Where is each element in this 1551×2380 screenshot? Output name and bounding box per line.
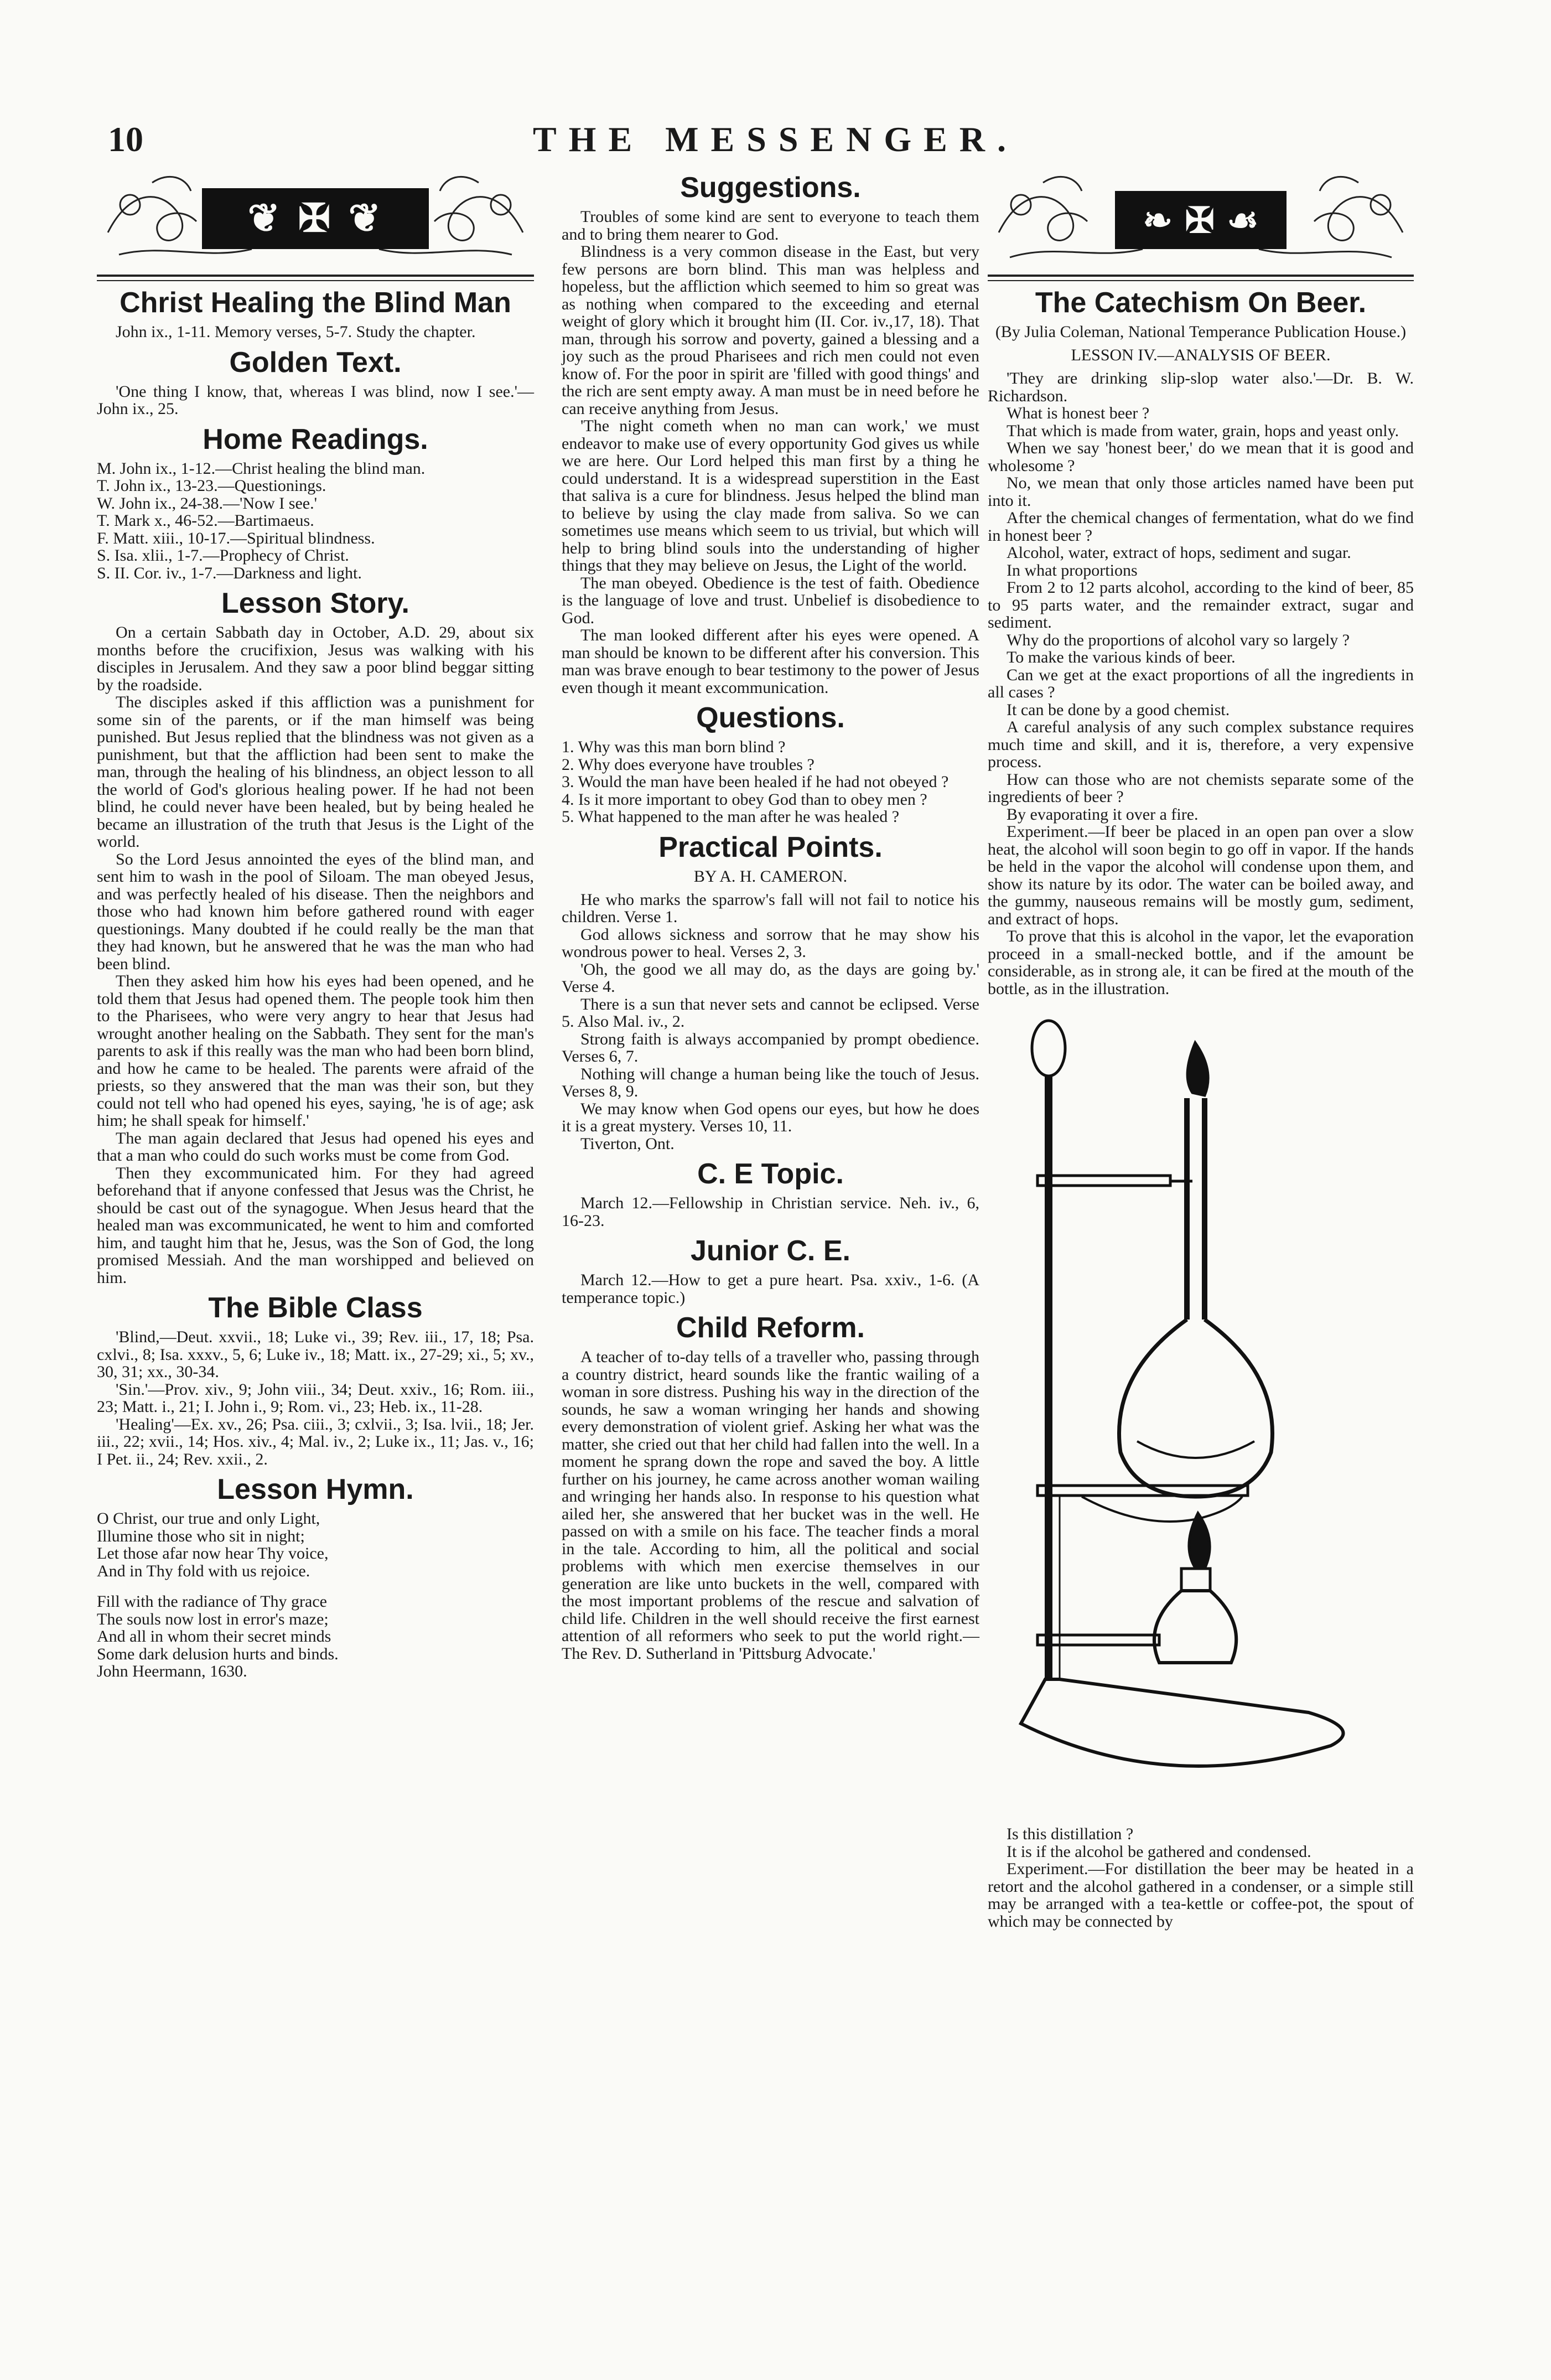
column-middle bbox=[562, 166, 979, 1662]
paragraph: A careful analysis of any such complex substance requires much time and skill, and it is, therefore, a very expensive process. bbox=[988, 718, 1414, 771]
lesson-reference: John ix., 1-11. Memory verses, 5-7. Study the chapter. bbox=[116, 323, 476, 341]
list-item: 1. Why was this man born blind ? bbox=[562, 738, 786, 756]
list-item: F. Matt. xiii., 10-17.—Spiritual blindness. bbox=[97, 529, 375, 547]
junior-ce-heading: Junior C. E. bbox=[691, 1235, 850, 1267]
paragraph: So the Lord Jesus annointed the eyes of the blind man, and sent him to wash in the pool of Siloam. The man obeyed Jesus, and was perfectly healed of his disease. Then the neighbors and those who had known him before gathered round with eager questionings. Many doubted if he could really be the man that they had known, but he answered that he was the man who had been blind. bbox=[97, 850, 534, 973]
paragraph: From 2 to 12 parts alcohol, according to the kind of beer, 85 to 95 parts water, and the remainder extract, sugar and sediment. bbox=[988, 578, 1414, 632]
hymn-line: Some dark delusion hurts and binds. bbox=[97, 1644, 339, 1663]
paragraph: Blindness is a very common disease in the East, but very few persons are born blind. This man was helpless and hopeless, but the affliction which seemed to him so great was as nothing when compared to the exceeding and eternal weight of glory which it brought him (II. Cor. iv.,17, 18). That man, through his sorrow and poverty, gained a blessing and a joy such as the proud Pharisees and rich men could not even know of. For the poor in spirit are 'filled with good things' and the rich are sent empty away. A man must be in need before he can receive anything from Jesus. bbox=[562, 242, 979, 418]
hymn-line: The souls now lost in error's maze; bbox=[97, 1610, 329, 1628]
paragraph: 'The night cometh when no man can work,' we must endeavor to make use of every opportunity God gives us while we are here. Our Lord helped this man first by a thing he could understand. It is a widespread superstition in the East that saliva is a cure for blindness. Jesus helped the blind man to believe by using the clay made from saliva. So we can sometimes use means which seem to us trivial, but which will help to bring blind souls into the understanding of higher things that they may believe on Jesus, the Light of the world. bbox=[562, 417, 979, 575]
paragraph: No, we mean that only those articles named have been put into it. bbox=[988, 474, 1414, 510]
hymn-line: Fill with the radiance of Thy grace bbox=[97, 1592, 327, 1611]
paragraph: 'Sin.'—Prov. xiv., 9; John viii., 34; Deut. xxiv., 16; Rom. iii., 23; Matt. i., 21; I. John i., 9; Rom. vi., 23; Heb. ix., 11-28. bbox=[97, 1380, 534, 1416]
paragraph: The man looked different after his eyes were opened. A man should be known to be different after his conversion. This man was brave enough to bear testimony to the power of Jesus even though it meant excommunication. bbox=[562, 626, 979, 697]
dateline: Tiverton, Ont. bbox=[580, 1134, 675, 1153]
paragraph: Can we get at the exact proportions of all the ingredients in all cases ? bbox=[988, 665, 1414, 701]
paragraph: 'Oh, the good we all may do, as the days are going by.' Verse 4. bbox=[562, 960, 979, 996]
paragraph: Why do the proportions of alcohol vary so largely ? bbox=[1007, 630, 1350, 649]
home-readings-list bbox=[97, 460, 534, 582]
paragraph: Experiment.—If beer be placed in an open pan over a slow heat, the alcohol will soon begin to go off in vapor. If the hands be held in the vapor the alcohol will condense upon them, and show its nature by its odor. The water can be boiled away, and the gummy, nauseous remains will be mostly gum, sediment, and extract of hops. bbox=[988, 822, 1414, 928]
list-item: M. John ix., 1-12.—Christ healing the blind man. bbox=[97, 459, 426, 478]
paragraph: That which is made from water, grain, hops and yeast only. bbox=[1007, 421, 1399, 440]
paragraph: March 12.—Fellowship in Christian service. Neh. iv., 6, 16-23. bbox=[562, 1194, 979, 1230]
questions-list bbox=[562, 738, 979, 826]
sunday-school-ornament-icon bbox=[97, 166, 534, 271]
paragraph: After the chemical changes of fermentation, what do we find in honest beer ? bbox=[988, 509, 1414, 545]
byline: (By Julia Coleman, National Temperance Publication House.) bbox=[995, 323, 1407, 341]
hymn-line: Illumine those who sit in night; bbox=[97, 1527, 305, 1545]
ce-topic-heading: C. E Topic. bbox=[697, 1158, 844, 1190]
hymn-author: John Heermann, 1630. bbox=[97, 1662, 247, 1680]
paragraph: The man again declared that Jesus had opened his eyes and that a man who could do such works must be come from God. bbox=[97, 1129, 534, 1165]
catechism-title: The Catechism On Beer. bbox=[1035, 287, 1367, 319]
home-readings-heading: Home Readings. bbox=[203, 423, 428, 456]
paragraph: 'Healing'—Ex. xv., 26; Psa. ciii., 3; cxlvii., 3; Isa. lvii., 18; Jer. iii., 22; xvii., 14; Hos. xiv., 4; Mal. iv., 2; Luke ix., 11; Jas. v., 16; I Pet. ii., 24; Rev. xxii., 2. bbox=[97, 1415, 534, 1468]
paragraph: March 12.—How to get a pure heart. Psa. xxiv., 1-6. (A temperance topic.) bbox=[562, 1271, 979, 1307]
paragraph: There is a sun that never sets and cannot be eclipsed. Verse 5. Also Mal. iv., 2. bbox=[562, 995, 979, 1031]
byline: BY A. H. CAMERON. bbox=[693, 867, 848, 886]
list-item: S. Isa. xlii., 1-7.—Prophecy of Christ. bbox=[97, 546, 349, 565]
paragraph: On a certain Sabbath day in October, A.D. 29, about six months before the crucifixion, Jesus was walking with his disciples in Jerusalem. And they saw a poor blind beggar sitting by the roadside. bbox=[97, 623, 534, 694]
paragraph: When we say 'honest beer,' do we mean that it is good and wholesome ? bbox=[988, 439, 1414, 475]
golden-text-heading: Golden Text. bbox=[229, 346, 402, 379]
suggestions-heading: Suggestions. bbox=[680, 172, 861, 204]
paragraph: 'Blind,—Deut. xxvii., 18; Luke vi., 39; Rev. iii., 17, 18; Psa. cxlvi., 8; Isa. xxxv., 5, 6; Luke iv., 18; Matt. ix., 27-29; xi., 5; xv., 30, 31; xx., 30-34. bbox=[97, 1328, 534, 1381]
paragraph: Then they asked him how his eyes had been opened, and he told them that Jesus had opened them. The people took him then to the Pharisees, who were very angry to hear that Jesus had wrought another healing on the Sabbath. They sent for the man's parents to ask if this really was the man who had been born blind, and how he came to be healed. The parents were afraid of the priests, so they answered that the man was their son, but they could not tell who had opened his eyes, saying, 'he is of age; ask him; he shall speak for himself.' bbox=[97, 972, 534, 1130]
list-item: W. John ix., 24-38.—'Now I see.' bbox=[97, 494, 317, 513]
paragraph: Experiment.—For distillation the beer may be heated in a retort and the alcohol gathered in a condenser, or a simple still may be arranged with a tea-kettle or coffee-pot, the spout of which may be connected by bbox=[988, 1860, 1414, 1931]
hymn-line: Let those afar now hear Thy voice, bbox=[97, 1544, 329, 1562]
hymn-line: And in Thy fold with us rejoice. bbox=[97, 1561, 310, 1580]
svg-text:❦ ✠ ❦: ❦ ✠ ❦ bbox=[247, 195, 383, 241]
paragraph: He who marks the sparrow's fall will not fail to notice his children. Verse 1. bbox=[562, 890, 979, 926]
paragraph: Strong faith is always accompanied by prompt obedience. Verses 6, 7. bbox=[562, 1029, 979, 1065]
paragraph: It is if the alcohol be gathered and condensed. bbox=[1007, 1842, 1311, 1861]
divider bbox=[97, 275, 534, 281]
bible-class-heading: The Bible Class bbox=[208, 1292, 423, 1324]
page-number: 10 bbox=[108, 120, 143, 159]
hymn-line: And all in whom their secret minds bbox=[97, 1627, 331, 1646]
paragraph: By evaporating it over a fire. bbox=[1007, 805, 1199, 824]
paragraph: It can be done by a good chemist. bbox=[1007, 700, 1230, 719]
paragraph: To prove that this is alcohol in the vapor, let the evaporation proceed in a small-necked bottle, and if the amount be considerable, as in strong ale, it can be fired at the mouth of the bottle, as in the illustration. bbox=[988, 927, 1414, 998]
paragraph: The disciples asked if this affliction was a punishment for some sin of the parents, or if the man himself was being punished. But Jesus replied that the blindness was not given as a punishment, but that the affliction had been sent to make the man, through the healing of his blindness, an object lesson to all the world of God's glorious healing power. If he had not been blind, he could never have been healed, but by being healed he became an illustration of the truth that Jesus is the Light of the world. bbox=[97, 693, 534, 851]
paragraph: Then they excommunicated him. For they had agreed beforehand that if anyone confessed that Jesus was the Christ, he should be cast out of the synagogue. When Jesus heard that the healed man was excommunicated, he went to him and comforted him, and taught him that he, Jesus, was the Son of God, the long promised Messiah. And the man worshipped and believed on him. bbox=[97, 1163, 534, 1287]
paragraph: How can those who are not chemists separate some of the ingredients of beer ? bbox=[988, 770, 1414, 806]
hymn bbox=[97, 1510, 534, 1680]
temperance-ornament-icon bbox=[988, 166, 1414, 271]
paragraph: God allows sickness and sorrow that he may show his wondrous power to heal. Verses 2, 3. bbox=[562, 925, 979, 961]
svg-text:❧ ✠ ☙: ❧ ✠ ☙ bbox=[1143, 200, 1259, 241]
list-item: 3. Would the man have been healed if he had not obeyed ? bbox=[562, 773, 949, 791]
golden-text: 'One thing I know, that, whereas I was blind, now I see.'—John ix., 25. bbox=[97, 382, 534, 418]
paragraph: Alcohol, water, extract of hops, sediment and sugar. bbox=[1007, 544, 1351, 562]
list-item: 4. Is it more important to obey God than to obey men ? bbox=[562, 790, 927, 809]
lesson-title: Christ Healing the Blind Man bbox=[120, 287, 511, 319]
paragraph: What is honest beer ? bbox=[1007, 404, 1150, 422]
paragraph: We may know when God opens our eyes, but how he does it is a great mystery. Verses 10, 11. bbox=[562, 1099, 979, 1135]
list-item: 2. Why does everyone have troubles ? bbox=[562, 755, 815, 774]
lesson-label: LESSON IV.—ANALYSIS OF BEER. bbox=[1071, 346, 1331, 364]
lesson-story-heading: Lesson Story. bbox=[221, 587, 409, 619]
masthead bbox=[0, 119, 1551, 169]
paragraph: 'They are drinking slip-slop water also.'—Dr. B. W. Richardson. bbox=[988, 369, 1414, 405]
paragraph: The man obeyed. Obedience is the test of faith. Obedience is the language of love and trust. Unbelief is disobedience to God. bbox=[562, 573, 979, 627]
paragraph: To make the various kinds of beer. bbox=[1007, 648, 1236, 666]
distillation-apparatus-icon bbox=[999, 1010, 1403, 1818]
paragraph: Troubles of some kind are sent to everyone to teach them and to bring them nearer to God. bbox=[562, 208, 979, 244]
paragraph: Is this distillation ? bbox=[1007, 1825, 1134, 1843]
divider bbox=[988, 275, 1414, 281]
questions-heading: Questions. bbox=[696, 702, 845, 734]
paragraph: In what proportions bbox=[1007, 561, 1138, 580]
practical-points-heading: Practical Points. bbox=[658, 831, 883, 863]
column-sunday-school bbox=[97, 166, 534, 1680]
child-reform-heading: Child Reform. bbox=[676, 1312, 865, 1344]
hymn-stanza-break bbox=[97, 1580, 534, 1593]
paragraph: A teacher of to-day tells of a traveller who, passing through a country district, heard sounds like the frantic wailing of a woman in sore distress. Pushing his way in the direction of the sounds, he saw a woman wringing her hands and showing every demonstration of violent grief. Asking her what was the matter, she cried out that her child had fallen into the well. In a moment he sprang down the rope and saved the boy. A little further on his journey, he came across another woman wailing and wringing her hands also. In response to his question what ailed her, she answered that her bucket was in the well. He passed on with a smile on his face. The teacher finds a moral in the tale. According to him, all the political and social problems with which men exercise themselves in our generation are like unto buckets in the well, compared with the most important problems of the rescue and salvation of child life. Children in the well should receive the first earnest attention of all reformers who seek to put the world right.—The Rev. D. Sutherland in 'Pittsburg Advocate.' bbox=[562, 1348, 979, 1663]
hymn-line: O Christ, our true and only Light, bbox=[97, 1509, 320, 1528]
list-item: S. II. Cor. iv., 1-7.—Darkness and light. bbox=[97, 563, 362, 582]
lesson-hymn-heading: Lesson Hymn. bbox=[217, 1473, 414, 1505]
column-temperance bbox=[988, 166, 1414, 1930]
newspaper-title: THE MESSENGER. bbox=[532, 120, 1019, 159]
list-item: 5. What happened to the man after he was healed ? bbox=[562, 808, 900, 826]
list-item: T. Mark x., 46-52.—Bartimaeus. bbox=[97, 511, 314, 530]
list-item: T. John ix., 13-23.—Questionings. bbox=[97, 477, 326, 495]
paragraph: Nothing will change a human being like the touch of Jesus. Verses 8, 9. bbox=[562, 1064, 979, 1100]
